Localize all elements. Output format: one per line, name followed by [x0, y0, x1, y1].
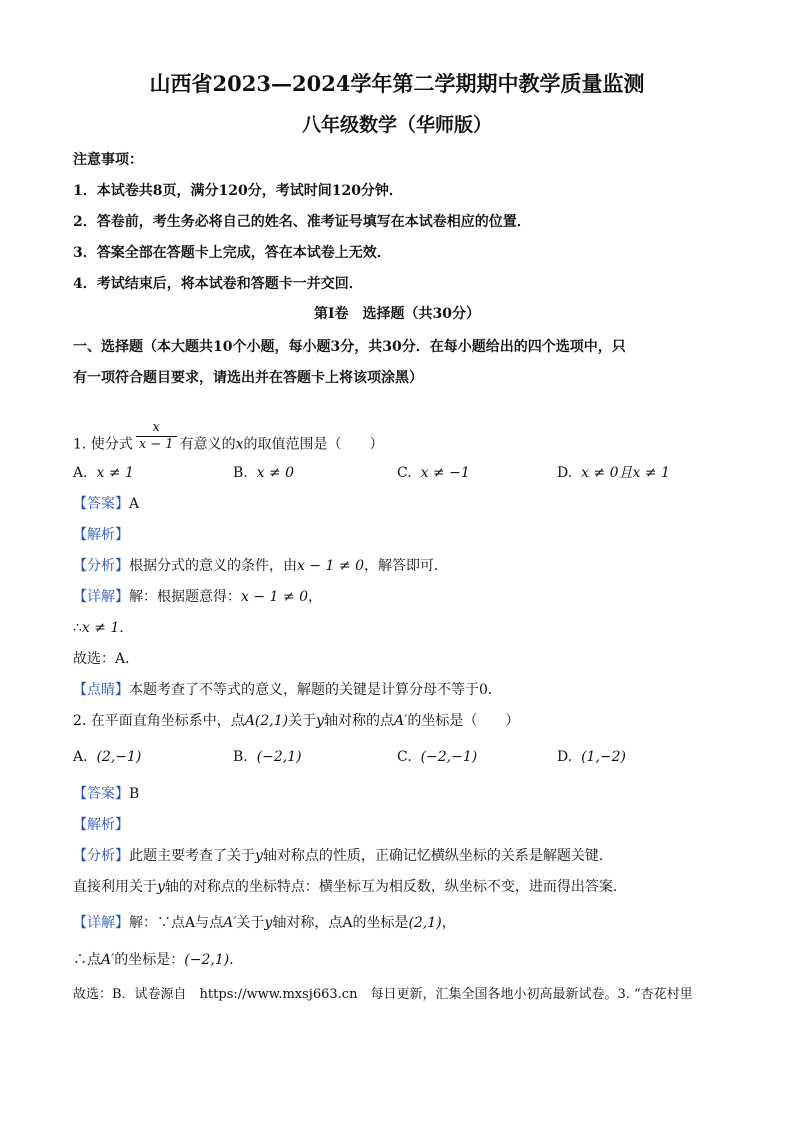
q2-detail-tag: 【详解】	[73, 915, 129, 931]
q2-fenxi-line2-axis: y	[157, 879, 165, 895]
q2-option-a	[73, 747, 141, 767]
q1-variable: x	[235, 436, 244, 453]
q1-answer	[73, 494, 139, 514]
q2-footer-line: 故选：B．试卷源自 https://www.mxsj663.cn 每日更新，汇集全国各地小初高最新试卷。3. “杏花村里	[73, 987, 693, 1002]
q2-suffix: 的坐标是（ ）	[407, 713, 520, 729]
q1-option-a-label: A.	[73, 465, 88, 481]
q2-result-a: ∴点	[73, 952, 101, 968]
q2-answer-tag: 【答案】	[73, 786, 129, 802]
q1-fraction-numerator: x	[152, 420, 160, 435]
q1-option-c-label: C.	[397, 465, 412, 481]
q1-answer-tag: 【答案】	[73, 496, 129, 512]
q2-prefix: 2. 在平面直角坐标系中，点	[73, 713, 245, 729]
q1-fenxi-tag: 【分析】	[73, 558, 129, 574]
q2-mid2: 轴对称的点	[324, 713, 395, 729]
q2-result-c: ．	[229, 952, 244, 968]
q2-option-a-label: A.	[73, 749, 88, 765]
q1-option-d-text: x ≠ 0且x ≠ 1	[581, 465, 670, 481]
q1-option-c-text: x ≠ −1	[420, 465, 470, 481]
section-instruction-line-2: 有一项符合题目要求，请选出并在答题卡上将该项涂黑）	[73, 370, 423, 386]
q1-suffix-a: 有意义的	[179, 436, 236, 453]
q1-option-c	[397, 463, 470, 483]
q2-answer	[73, 784, 139, 804]
q2-point2: A′	[394, 713, 408, 729]
q2-option-c	[397, 747, 477, 767]
q2-fenxi-line2-b: 轴的对称点的坐标特点：横坐标互为相反数，纵坐标不变，进而得出答案．	[164, 879, 627, 895]
q1-detail-b: ，	[307, 589, 322, 605]
q2-detail-axis: y	[264, 915, 273, 931]
q2-result	[73, 950, 243, 970]
q2-detail-a: 解：∵点A与点	[129, 915, 224, 931]
notes-heading: 注意事项：	[73, 152, 143, 168]
q1-suffix-b: 的取值范围是（ ）	[243, 436, 384, 453]
q2-option-d	[557, 747, 626, 767]
q2-fenxi-axis: y	[255, 848, 263, 864]
q1-fenxi-math: x − 1 ≠ 0	[297, 558, 364, 574]
q2-option-a-text: (2,−1)	[96, 749, 142, 765]
q1-comment-text: 本题考查了不等式的意义，解题的关键是计算分母不等于0．	[129, 682, 502, 698]
q1-fenxi-b: ，解答即可．	[363, 558, 448, 574]
note-item-4: 4．考试结束后，将本试卷和答题卡一并交回．	[73, 276, 363, 292]
q2-result-b: 的坐标是：	[114, 952, 185, 968]
q1-therefore	[73, 618, 133, 638]
q2-option-b	[233, 747, 302, 767]
q1-detail-tag: 【详解】	[73, 589, 129, 605]
note-item-1: 1．本试卷共8页，满分120分，考试时间120分钟．	[73, 183, 403, 199]
q2-option-b-label: B.	[233, 749, 248, 765]
q1-option-b-label: B.	[233, 465, 248, 481]
q2-option-d-text: (1,−2)	[581, 749, 627, 765]
q2-option-b-text: (−2,1)	[256, 749, 302, 765]
q2-option-c-label: C.	[397, 749, 412, 765]
page-subtitle: 八年级数学（华师版）	[301, 114, 492, 136]
note-item-3: 3．答案全部在答题卡上完成，答在本试卷上无效．	[73, 245, 391, 261]
question-1-stem	[73, 420, 384, 461]
q1-option-a	[73, 463, 134, 483]
q2-fenxi-a: 此题主要考查了关于	[129, 848, 255, 864]
q2-axis: y	[316, 713, 325, 729]
q1-option-d-label: D.	[557, 465, 573, 481]
q2-option-d-label: D.	[557, 749, 573, 765]
q2-detail	[73, 913, 456, 933]
q1-comment-tag: 【点睛】	[73, 682, 129, 698]
q1-detail-a: 解：根据题意得：	[129, 589, 241, 605]
q1-therefore-symbol: ∴	[73, 620, 82, 636]
q1-analysis-tag: 【解析】	[73, 527, 129, 543]
question-2-stem	[73, 711, 519, 731]
q2-detail-d: ，	[441, 915, 456, 931]
q1-fenxi-a: 根据分式的意义的条件，由	[129, 558, 297, 574]
q2-detail-coord: (2,1)	[408, 915, 442, 931]
q1-therefore-math: x ≠ 1	[81, 620, 120, 636]
q2-answer-value: B	[129, 786, 140, 802]
q1-detail-math: x − 1 ≠ 0	[241, 589, 308, 605]
q1-comment	[73, 680, 502, 700]
q2-detail-b: 关于	[236, 915, 265, 931]
q2-fenxi-tag: 【分析】	[73, 848, 129, 864]
q1-therefore-end: ．	[119, 620, 134, 636]
q1-prefix: 1. 使分式	[73, 436, 133, 453]
q2-point: A(2,1)	[244, 713, 289, 729]
q1-fraction-denominator: x − 1	[136, 436, 177, 453]
q1-fraction	[136, 420, 177, 453]
q2-fenxi	[73, 846, 613, 866]
q1-option-a-text: x ≠ 1	[96, 465, 134, 481]
q1-choose: 故选：A．	[73, 651, 140, 667]
note-item-2: 2．答卷前，考生务必将自己的姓名、准考证号填写在本试卷相应的位置．	[73, 214, 531, 230]
section-title: 第Ⅰ卷 选择题（共30分）	[313, 306, 481, 322]
q1-option-b-text: x ≠ 0	[256, 465, 295, 481]
q1-detail	[73, 587, 322, 607]
q1-fenxi	[73, 556, 448, 576]
section-instruction-line-1: 一、选择题（本大题共10个小题，每小题3分，共30分．在每小题给出的四个选项中，只	[73, 339, 626, 355]
q2-fenxi-b: 轴对称点的性质，正确记忆横纵坐标的关系是解题关键．	[262, 848, 613, 864]
q2-result-coord: (−2,1)	[184, 952, 230, 968]
q1-answer-value: A	[129, 496, 140, 512]
q2-fenxi-line2-a: 直接利用关于	[73, 879, 157, 895]
q2-analysis-tag: 【解析】	[73, 817, 129, 833]
q2-mid: 关于	[288, 713, 317, 729]
q2-detail-c: 轴对称，点A的坐标是	[272, 915, 409, 931]
q1-option-d	[557, 463, 670, 483]
q2-option-c-text: (−2,−1)	[420, 749, 478, 765]
page-title: 山西省2023—2024学年第二学期期中教学质量监测	[149, 71, 645, 96]
q2-detail-point: A′	[223, 915, 237, 931]
q2-result-point: A′	[101, 952, 115, 968]
q1-option-b	[233, 463, 294, 483]
q2-fenxi-line-2	[73, 877, 627, 897]
